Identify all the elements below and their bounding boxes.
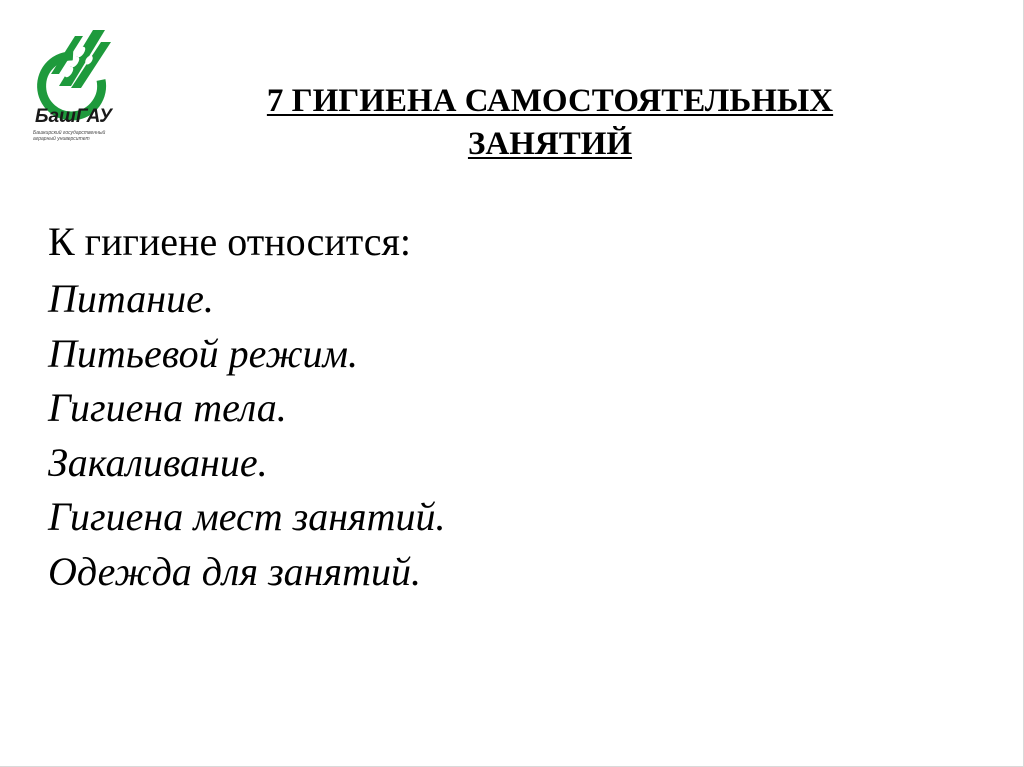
list-item: Одежда для занятий. bbox=[48, 548, 422, 594]
logo-subtitle: Башкирский государственный аграрный университет bbox=[33, 130, 106, 142]
university-logo bbox=[33, 22, 115, 144]
list-item: Питьевой режим. bbox=[48, 330, 359, 376]
intro-text: К гигиене относится: bbox=[48, 219, 411, 264]
hygiene-list bbox=[48, 272, 446, 599]
slide-title-line-2: ЗАНЯТИЙ bbox=[467, 126, 633, 162]
list-item: Гигиена тела. bbox=[48, 385, 287, 430]
wheat-emblem-icon bbox=[33, 22, 115, 134]
logo-wordmark: БашГАУ bbox=[35, 106, 113, 127]
list-item: Питание. bbox=[48, 276, 214, 321]
list-item: Гигиена мест занятий. bbox=[48, 494, 446, 539]
list-item: Закаливание. bbox=[48, 439, 268, 485]
slide-title bbox=[190, 80, 910, 166]
slide-title-line-1: 7 ГИГИЕНА САМОСТОЯТЕЛЬНЫХ bbox=[266, 83, 834, 119]
